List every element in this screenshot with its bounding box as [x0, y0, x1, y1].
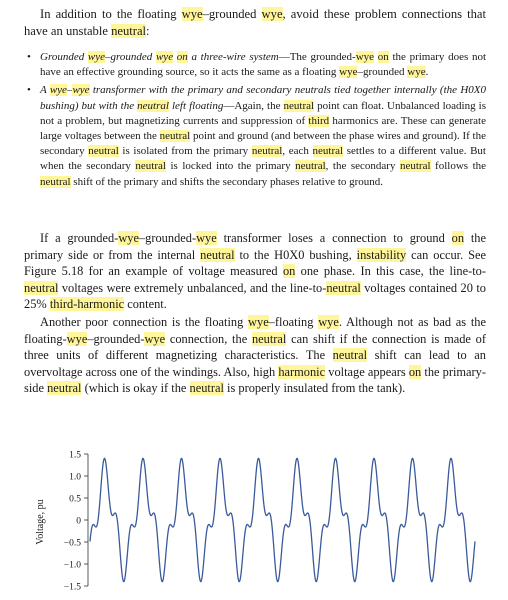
text-run: Grounded	[40, 51, 88, 63]
highlighted-term: wye	[155, 51, 174, 63]
text-run: –grounded	[105, 51, 156, 63]
highlighted-term: wye	[318, 315, 339, 329]
text-run: voltage appears	[325, 364, 409, 379]
text-run: Another poor connection is the floating	[40, 315, 249, 329]
highlighted-term: wye	[118, 231, 139, 245]
text-run: voltages were extremely unbalanced, and the line-to-	[58, 280, 327, 295]
highlighted-term: neutral	[111, 24, 147, 38]
text-run: left floating	[168, 99, 224, 112]
text-run: , the secondary	[325, 160, 400, 173]
text-run: transformer with the primary and secondary neutrals tied together internally (the H0X0 bushing) but with the	[40, 84, 486, 112]
bullet-text	[40, 84, 486, 187]
highlighted-term: neutral	[295, 160, 326, 173]
voltage-waveform-line	[90, 458, 475, 581]
text-run: a three-wire system	[187, 51, 279, 63]
y-tick-label: −1.5	[63, 582, 81, 593]
highlighted-term: third	[308, 114, 330, 127]
highlighted-term: neutral	[251, 331, 287, 346]
text-run: one phase. In this case, the line-to-	[295, 264, 486, 279]
text-run: transformer loses a connection to ground	[216, 231, 452, 245]
bullet-marker: •	[27, 51, 31, 63]
bullet-item-grounded-wye	[24, 50, 486, 80]
y-axis-label: Voltage, pu	[35, 499, 46, 545]
y-tick-label: −1.0	[63, 560, 81, 571]
text-run: –grounded	[202, 7, 262, 21]
text-run: A	[40, 84, 50, 97]
text-run: —Again, the	[223, 99, 284, 112]
highlighted-term: wye	[66, 331, 88, 346]
text-run: (which is okay if the	[81, 381, 190, 396]
highlighted-term: third-harmonic	[49, 297, 125, 312]
body-paragraph-instability	[24, 230, 486, 313]
text-run: point and ground (and between the phase wires and ground). If the secondary	[40, 130, 487, 158]
text-run: the primary side or from the internal	[24, 231, 486, 262]
text-run: If a grounded-	[40, 231, 119, 245]
highlighted-term: wye	[72, 84, 90, 97]
highlighted-term: on	[408, 364, 422, 379]
y-tick-label: 1.0	[69, 472, 81, 483]
highlighted-term: instability	[356, 247, 407, 262]
bullet-item-wye-wye	[24, 83, 486, 189]
text-run: –floating	[268, 315, 319, 329]
text-run: can shift if the connection is made of three units of different magnetizing characteristics. The	[24, 331, 486, 363]
highlighted-term: neutral	[40, 175, 71, 188]
text-run: –	[66, 84, 73, 97]
intro-paragraph	[24, 6, 486, 40]
text-run: –grounded	[357, 66, 408, 79]
text-run: —The grounded-	[278, 51, 356, 63]
bullet-list	[24, 50, 486, 193]
text-run: connection, the	[165, 331, 252, 346]
text-run: the primary does not have an effective grounding source, so it acts the same as a floating	[40, 51, 487, 79]
text-run: can occur. See Figure 5.18 for an example of voltage measured	[24, 247, 487, 279]
text-run: voltages contained 20 to 25%	[24, 280, 486, 312]
text-run: is properly insulated from the tank).	[223, 381, 406, 396]
highlighted-term: neutral	[399, 160, 431, 173]
text-run: In addition to the floating	[40, 7, 182, 21]
text-run: :	[146, 24, 150, 38]
voltage-waveform-figure	[30, 440, 490, 600]
body-paragraph-floating-wye	[24, 314, 486, 397]
highlighted-term: wye	[248, 315, 269, 329]
text-run: –grounded-	[87, 331, 145, 346]
highlighted-term: neutral	[251, 145, 283, 158]
highlighted-term: neutral	[135, 160, 166, 173]
y-tick-label: 1.5	[69, 450, 81, 461]
chart-axes	[84, 454, 88, 586]
highlighted-term: neutral	[332, 348, 368, 363]
highlighted-term: wye	[407, 66, 426, 79]
text-run: –grounded-	[138, 231, 197, 245]
y-tick-label: 0	[76, 516, 81, 527]
highlighted-term: neutral	[326, 280, 361, 295]
text-run: .	[425, 66, 429, 79]
y-tick-label: −0.5	[63, 538, 81, 549]
text-run: harmonics are. These can generate large voltages between the	[40, 114, 486, 143]
highlighted-term: neutral	[312, 145, 344, 158]
text-run: point can float. Unbalanced loading is not a problem, but magnetizing currents and suppression of	[40, 99, 486, 127]
highlighted-term: on	[377, 51, 389, 63]
text-run: shift of the primary and shifts the secondary phases relative to ground.	[70, 175, 384, 188]
text-run: settles to a different value. But when the secondary	[40, 145, 486, 173]
y-tick-labels	[64, 451, 81, 593]
highlighted-term: neutral	[189, 381, 224, 396]
highlighted-term: on	[176, 51, 188, 63]
text-run: follows the	[430, 160, 487, 173]
text-run: is isolated from the primary	[118, 145, 252, 158]
highlighted-term: neutral	[283, 99, 315, 112]
highlighted-term: neutral	[137, 99, 169, 112]
highlighted-term: wye	[144, 331, 166, 346]
text-run: , each	[282, 145, 313, 158]
highlighted-term: wye	[49, 84, 67, 97]
highlighted-term: wye	[87, 51, 106, 63]
highlighted-term: wye	[181, 7, 203, 21]
highlighted-term: harmonic	[278, 364, 326, 379]
highlighted-term: wye	[196, 231, 217, 245]
highlighted-term: wye	[355, 51, 375, 63]
highlighted-term: neutral	[159, 130, 191, 143]
text-run: shift can lead to an overvoltage across one of the windings. Also, high	[24, 348, 486, 379]
highlighted-term: on	[282, 264, 296, 279]
highlighted-term: wye	[261, 7, 283, 21]
bullet-text	[40, 51, 486, 78]
highlighted-term: wye	[339, 66, 358, 79]
text-run: content.	[124, 297, 167, 312]
highlighted-term: on	[451, 231, 465, 245]
highlighted-term: neutral	[47, 381, 82, 396]
text-run: the primary-side	[24, 364, 487, 396]
highlighted-term: neutral	[88, 145, 119, 158]
bullet-marker: •	[27, 84, 31, 97]
y-tick-label: 0.5	[69, 494, 81, 505]
text-run: , avoid these problem connections that have an unstable	[24, 7, 487, 38]
text-run: . Although not as bad as the floating-	[24, 315, 486, 346]
text-run: is locked into the primary	[165, 160, 296, 173]
highlighted-term: neutral	[24, 280, 59, 295]
text-run: to the H0X0 bushing,	[234, 247, 357, 262]
highlighted-term: neutral	[200, 247, 235, 262]
